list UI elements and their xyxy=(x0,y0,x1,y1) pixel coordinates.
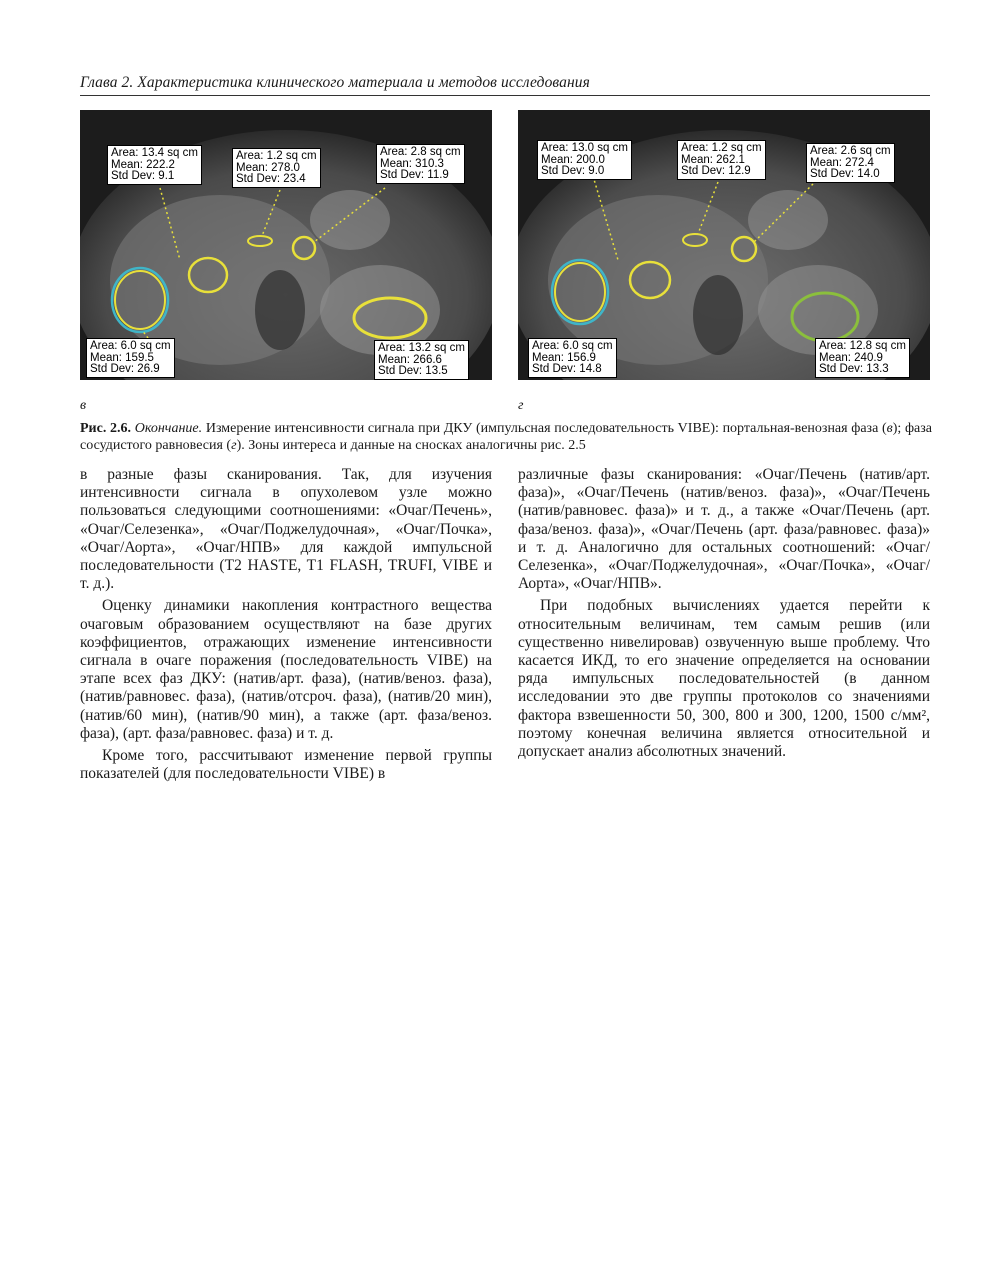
roi-callout-spleen xyxy=(815,338,910,378)
roi-mean: Mean: 266.6 xyxy=(378,353,442,366)
roi-area: Area: 13.0 sq cm xyxy=(541,142,628,154)
roi-std: Std Dev: 14.8 xyxy=(532,363,602,375)
roi-area: Area: 13.4 sq cm xyxy=(111,147,198,159)
mri-image-panel-v xyxy=(80,110,492,380)
paragraph: различные фазы сканирования: «Очаг/Печень (натив/арт. фаза)», «Очаг/Печень (натив/веноз. фаза)», «Очаг/Печень (натив/равновес. фаза)» и т. д., а также «Очаг/Печень (арт. фаза/веноз. фаза)», «Очаг/Печень (арт. фаза/равновес. фаза)» и т. д. Аналогично для остальных соотношений: «Очаг/Селезенка», «Очаг/Поджелудочная», «Очаг/Почка», «Очаг/Аорта», «Очаг/НПВ». xyxy=(518,466,930,593)
roi-mean: Mean: 159.5 xyxy=(90,351,154,364)
paragraph: Кроме того, рассчитывают изменение первой группы показателей (для последовательности VIBE) в xyxy=(80,747,492,783)
roi-mean: Mean: 222.2 xyxy=(111,158,175,171)
roi-callout-lesion xyxy=(528,338,617,378)
caption-text: ). Зоны интереса и данные на сносках аналогичны рис. 2.5 xyxy=(236,437,586,453)
roi-callout-liver xyxy=(537,140,632,180)
roi-area: Area: 12.8 sq cm xyxy=(819,340,906,352)
roi-std: Std Dev: 26.9 xyxy=(90,363,160,375)
roi-callout-vessel xyxy=(677,140,766,180)
roi-area: Area: 13.2 sq cm xyxy=(378,342,465,354)
roi-mean: Mean: 200.0 xyxy=(541,153,605,166)
roi-callout-aorta xyxy=(806,143,895,183)
caption-label: Рис. 2.6. xyxy=(80,421,132,436)
roi-std: Std Dev: 9.0 xyxy=(541,165,605,177)
panel-label-v: в xyxy=(80,398,87,413)
body-column-right xyxy=(518,466,930,765)
roi-std: Std Dev: 11.9 xyxy=(380,169,449,181)
roi-mean: Mean: 262.1 xyxy=(681,153,745,166)
roi-area: Area: 1.2 sq cm xyxy=(236,150,317,162)
roi-area: Area: 2.6 sq cm xyxy=(810,145,891,157)
roi-mean: Mean: 156.9 xyxy=(532,351,596,364)
caption-text: Измерение интенсивности сигнала при ДКУ (импульсная последовательность VIBE): портальная-венозная фаза ( xyxy=(205,421,887,436)
roi-std: Std Dev: 9.1 xyxy=(111,170,175,182)
caption-ref-v: в xyxy=(886,421,893,436)
running-header: Глава 2. Характеристика клинического материала и методов исследования xyxy=(80,74,930,96)
roi-area: Area: 6.0 sq cm xyxy=(532,340,613,352)
mri-image-panel-g xyxy=(518,110,930,380)
roi-callout-spleen xyxy=(374,340,469,380)
roi-std: Std Dev: 12.9 xyxy=(681,165,751,177)
body-column-left xyxy=(80,466,492,787)
panel-label-g: г xyxy=(518,398,524,413)
caption-text: ); фаза сосудистого равновесия ( xyxy=(80,421,932,453)
caption-ref-g: г xyxy=(231,437,237,453)
figure-caption xyxy=(80,421,932,454)
roi-callout-aorta xyxy=(376,144,465,184)
roi-callout-vessel xyxy=(232,148,321,188)
paragraph: При подобных вычислениях удается перейти к относительным величинам, тем самым решив (или существенно нивелировав) озвученную выше проблему. Что касается ИКД, то его значение определяется на основании ряда импульсных последовательностей (в данном исследовании это две группы протоколов со значениями фактора взвешенности 50, 300, 800 и 300, 1200, 1500 с/мм², поэтому конечная величина является относительной и допускает анализ абсолютных значений. xyxy=(518,597,930,761)
roi-mean: Mean: 240.9 xyxy=(819,351,883,364)
roi-area: Area: 2.8 sq cm xyxy=(380,146,461,158)
paragraph: в разные фазы сканирования. Так, для изучения интенсивности сигнала в опухолевом узле можно пользоваться следующими соотношениями: «Очаг/Печень», «Очаг/Селезенка», «Очаг/Поджелудочная», «Очаг/Почка», «Очаг/Аорта», «Очаг/НПВ» для каждой импульсной последовательности (T2 HASTE, T1 FLASH, TRUFI, VIBE и т. д.). xyxy=(80,466,492,593)
roi-area: Area: 1.2 sq cm xyxy=(681,142,762,154)
roi-callout-lesion xyxy=(86,338,175,378)
roi-callout-liver xyxy=(107,145,202,185)
roi-std: Std Dev: 14.0 xyxy=(810,168,880,180)
caption-italic: Окончание. xyxy=(134,421,203,436)
roi-mean: Mean: 310.3 xyxy=(380,157,444,170)
roi-area: Area: 6.0 sq cm xyxy=(90,340,171,352)
roi-std: Std Dev: 13.3 xyxy=(819,363,889,375)
paragraph: Оценку динамики накопления контрастного вещества очаговым образованием осуществляют на базе других коэффициентов, отражающих изменение интенсивности сигнала в очаге поражения (последовательность VIBE) на этапе всех фаз ДКУ: (натив/арт. фаза), (натив/веноз. фаза), (натив/равновес. фаза), (натив/отсроч. фаза), (натив/20 мин), (натив/60 мин), (натив/90 мин), а также (арт. фаза/веноз. фаза), (арт. фаза/равновес. фаза) и т. д. xyxy=(80,597,492,742)
roi-mean: Mean: 272.4 xyxy=(810,156,874,169)
roi-std: Std Dev: 13.5 xyxy=(378,365,448,377)
roi-mean: Mean: 278.0 xyxy=(236,161,300,174)
roi-std: Std Dev: 23.4 xyxy=(236,173,306,185)
